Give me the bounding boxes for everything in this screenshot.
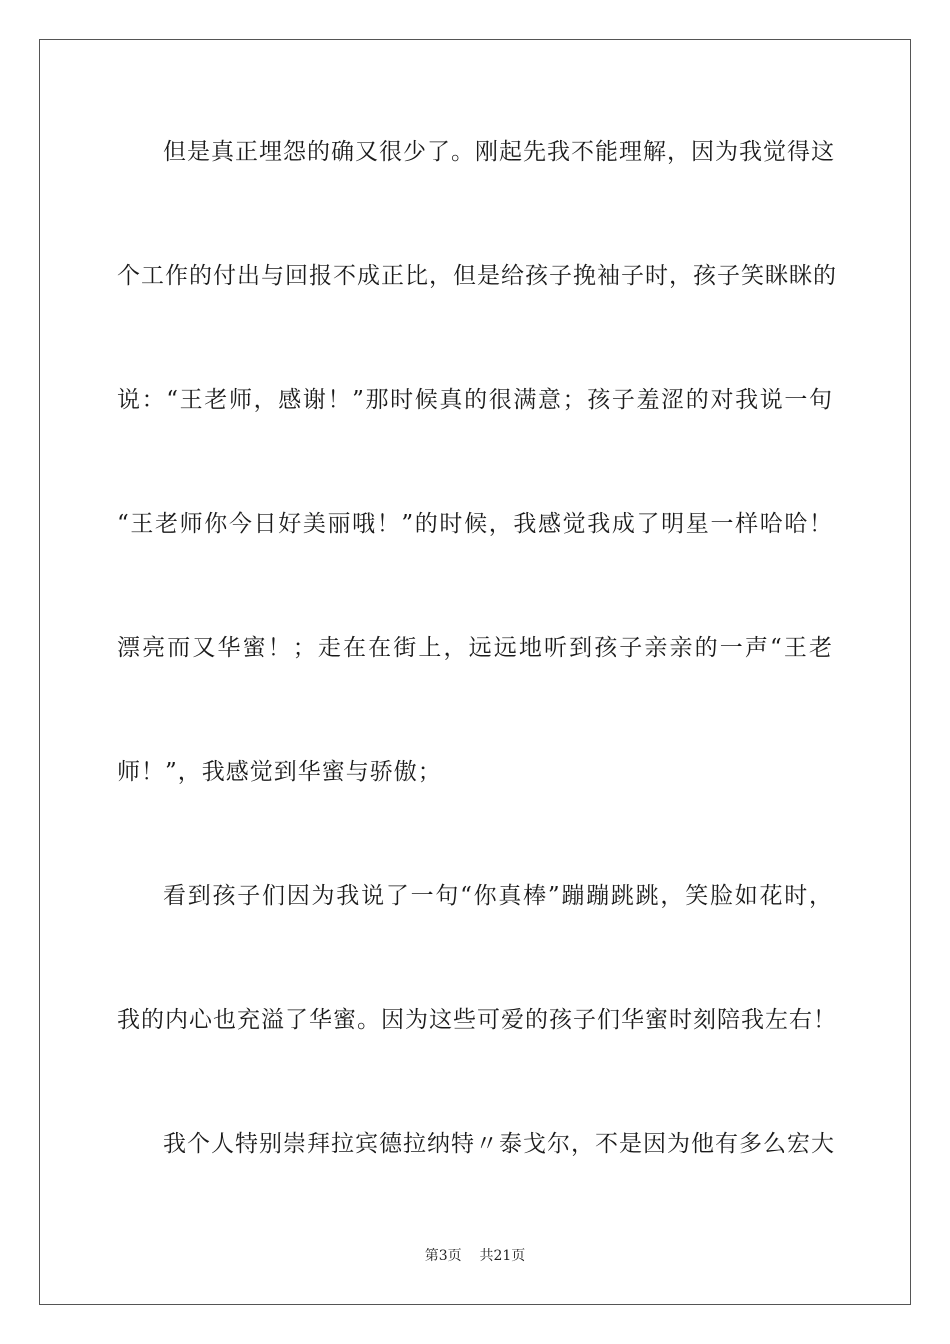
paragraph-line: 看到孩子们因为我说了一句“你真棒”蹦蹦跳跳，笑脸如花时， (163, 883, 833, 909)
paragraph-line: 我个人特别崇拜拉宾德拉纳特〃泰戈尔，不是因为他有多么宏大 (163, 1131, 835, 1157)
paragraph-line: 说：“王老师，感谢！”那时候真的很满意；孩子羞涩的对我说一句 (117, 387, 833, 413)
page-number-footer: 第3页 共21页 (424, 1248, 526, 1264)
paragraph-line: 漂亮而又华蜜！；走在在街上，远远地听到孩子亲亲的一声“王老 (117, 635, 833, 661)
paragraph-line: 师！”，我感觉到华蜜与骄傲； (117, 759, 442, 785)
page-border (39, 39, 911, 1305)
paragraph-line: “王老师你今日好美丽哦！”的时候，我感觉我成了明星一样哈哈！ (117, 511, 833, 537)
paragraph-line: 我的内心也充溢了华蜜。因为这些可爱的孩子们华蜜时刻陪我左右！ (117, 1007, 837, 1033)
paragraph-line: 个工作的付出与回报不成正比，但是给孩子挽袖子时，孩子笑眯眯的 (117, 263, 837, 289)
paragraph-line: 但是真正埋怨的确又很少了。刚起先我不能理解，因为我觉得这 (163, 139, 835, 165)
